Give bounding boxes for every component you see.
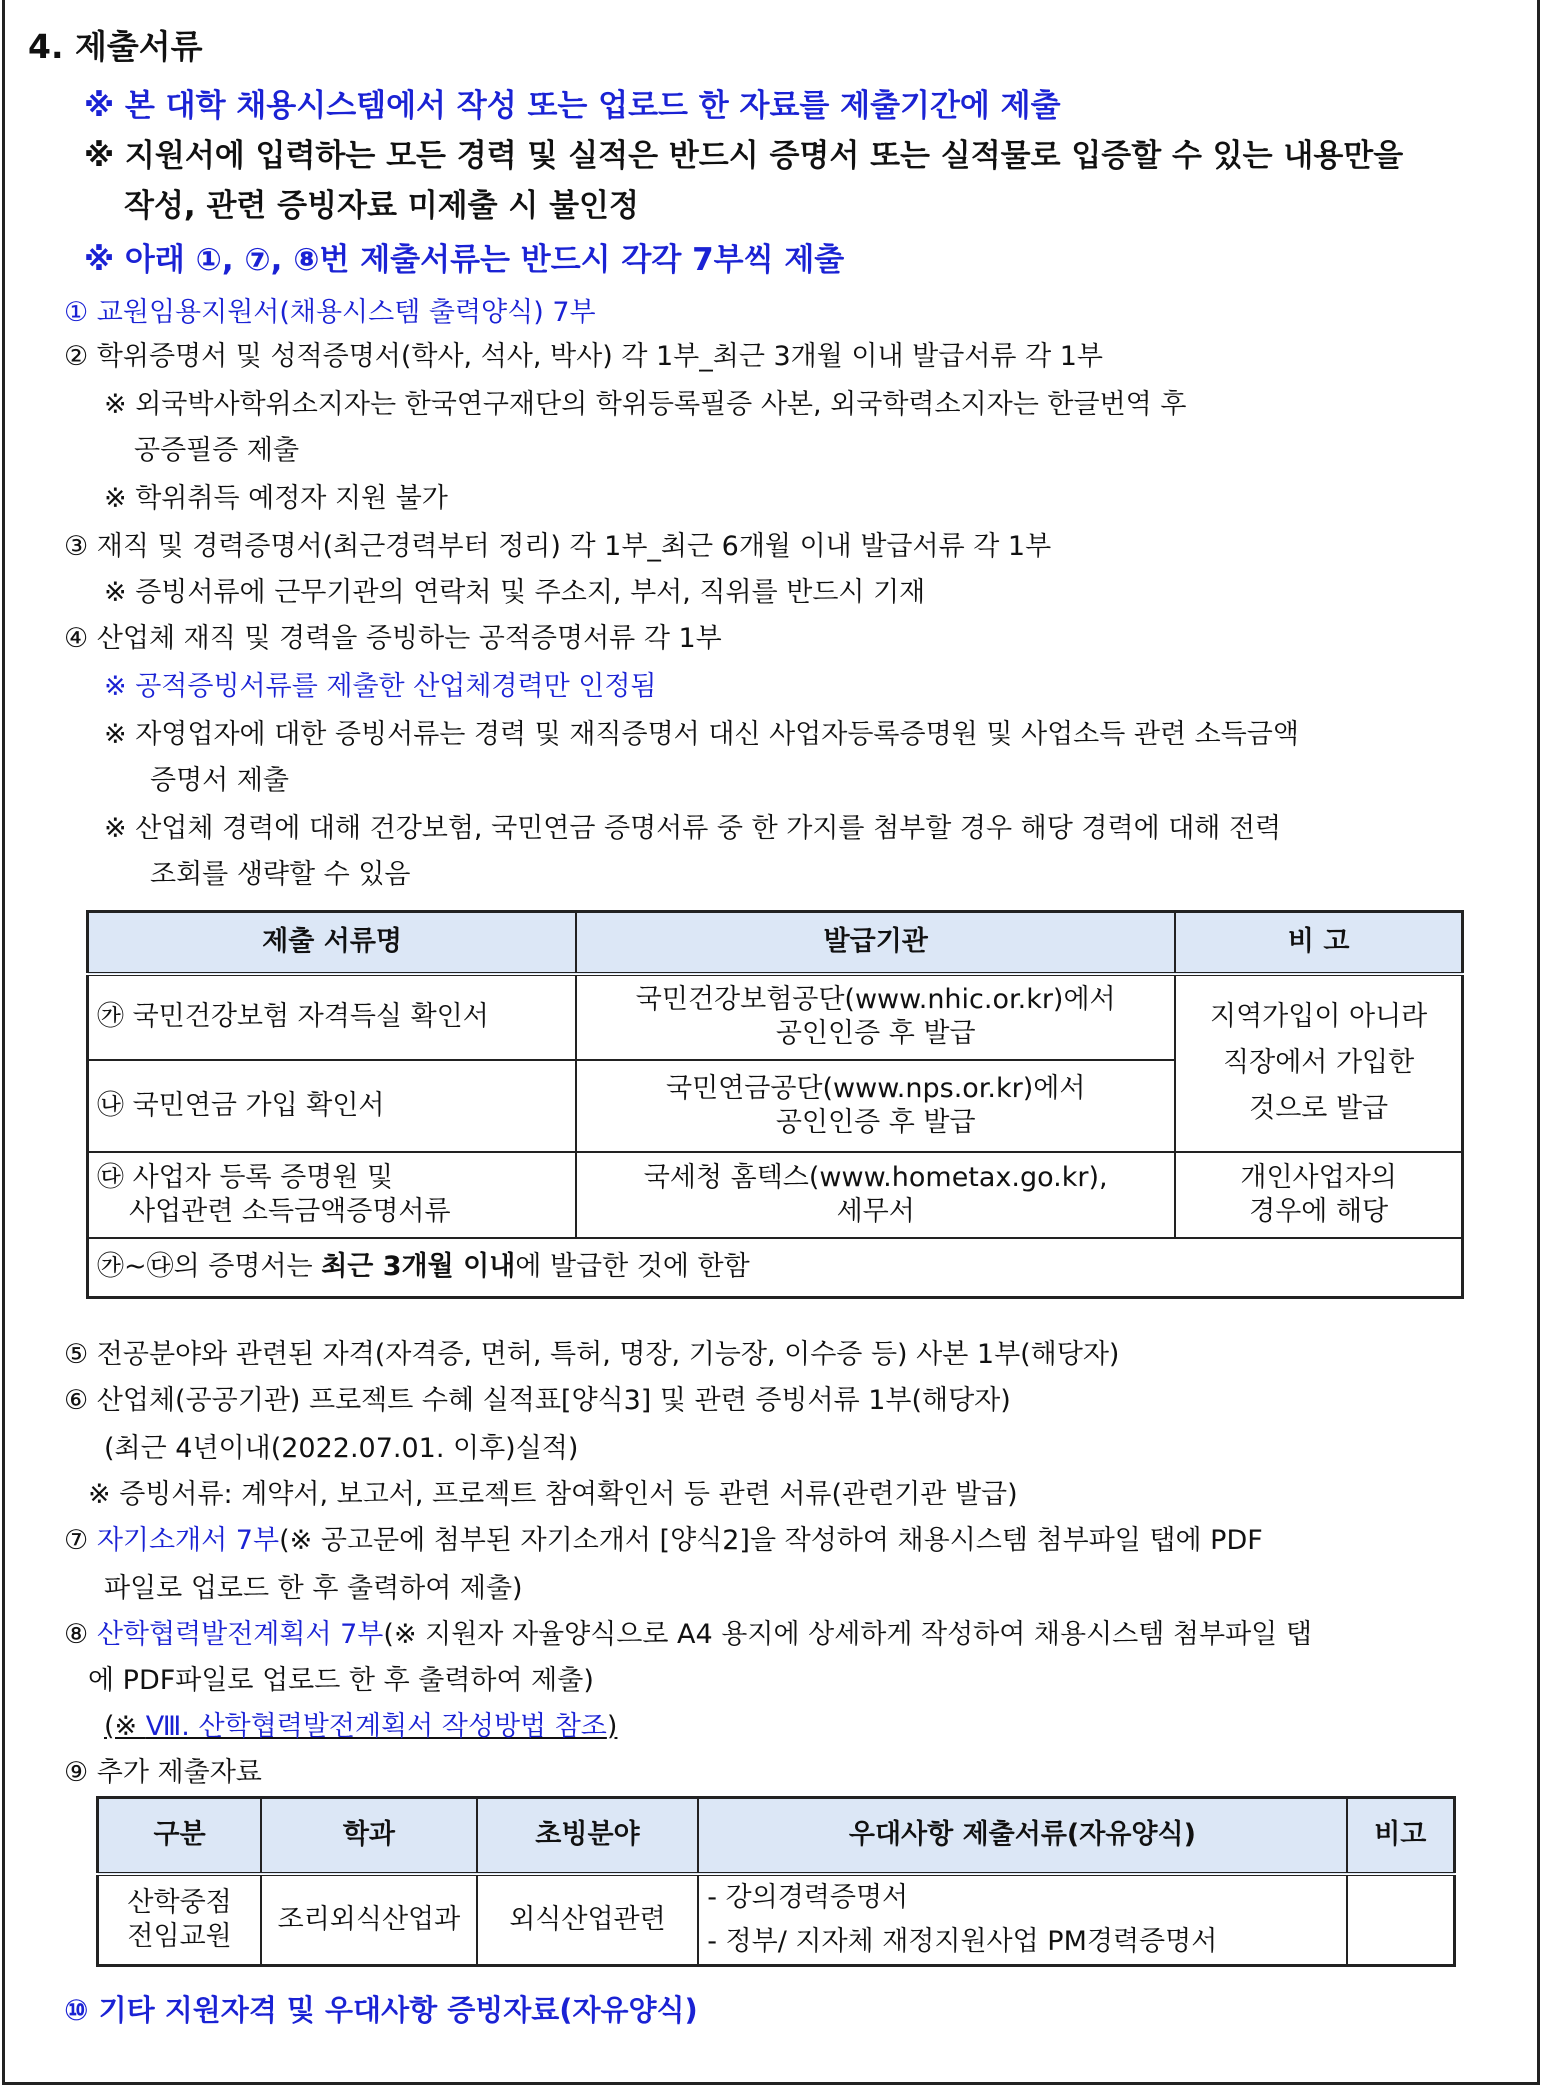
item-6: ⑥ 산업체(공공기관) 프로젝트 수혜 실적표[양식3] 및 관련 증빙서류 1부(해당자) <box>64 1385 1011 1416</box>
table2-header-docs: 우대사항 제출서류(자유양식) <box>698 1798 1346 1874</box>
item-10: ⑩ 기타 지원자격 및 우대사항 증빙자료(자유양식) <box>64 1993 698 2027</box>
table1-note-ab: 지역가입이 아니라 직장에서 가입한 것으로 발급 <box>1175 974 1462 1152</box>
item-4: ④ 산업체 재직 및 경력을 증빙하는 공적증명서류 각 1부 <box>64 623 722 654</box>
table1-issuer-pension: 국민연금공단(www.nps.or.kr)에서 공인인증 후 발급 <box>576 1060 1175 1152</box>
table2-docs: - 강의경력증명서 - 정부/ 지자체 재정지원사업 PM경력증명서 <box>698 1874 1346 1966</box>
additional-docs-table <box>96 1796 1456 1967</box>
item-2-note-1-cont: 공증필증 제출 <box>134 435 300 466</box>
industry-docs-table <box>86 910 1464 1299</box>
note-upload: ※ 본 대학 채용시스템에서 작성 또는 업로드 한 자료를 제출기간에 제출 <box>84 88 1061 124</box>
table2-type: 산학중점 전임교원 <box>98 1874 262 1966</box>
table2-header-note: 비고 <box>1347 1798 1455 1874</box>
item-6-note-1: ※ 증빙서류: 계약서, 보고서, 프로젝트 참여확인서 등 관련 서류(관련기관 발급) <box>88 1479 1018 1510</box>
item-3: ③ 재직 및 경력증명서(최근경력부터 정리) 각 1부_최근 6개월 이내 발급서류 각 1부 <box>64 531 1052 562</box>
item-4-note-2-cont: 증명서 제출 <box>150 765 289 796</box>
item-7-cont: 파일로 업로드 한 후 출력하여 제출) <box>104 1573 523 1604</box>
table1-header-doc: 제출 서류명 <box>88 912 577 974</box>
item-8-reference[interactable]: (※ Ⅷ. 산학협력발전계획서 작성방법 참조) <box>104 1711 618 1742</box>
item-4-note-2: ※ 자영업자에 대한 증빙서류는 경력 및 재직증명서 대신 사업자등록증명원 및 사업소득 관련 소득금액 <box>104 719 1299 750</box>
table1-note-c: 개인사업자의 경우에 해당 <box>1175 1152 1462 1238</box>
note-seven-copies: ※ 아래 ①, ⑦, ⑧번 제출서류는 반드시 각각 7부씩 제출 <box>84 242 845 278</box>
table1-doc-health: ㉮ 국민건강보험 자격득실 확인서 <box>88 974 577 1060</box>
item-4-note-1: ※ 공적증빙서류를 제출한 산업체경력만 인정됨 <box>104 671 657 702</box>
item-6-period: (최근 4년이내(2022.07.01. 이후)실적) <box>104 1433 579 1464</box>
item-9: ⑨ 추가 제출자료 <box>64 1757 262 1788</box>
table-row <box>88 1152 1463 1238</box>
item-7: ⑦ 자기소개서 7부(※ 공고문에 첨부된 자기소개서 [양식2]을 작성하여 채용시스템 첨부파일 탭에 PDF <box>64 1525 1263 1556</box>
table1-issuer-business: 국세청 홈텍스(www.hometax.go.kr), 세무서 <box>576 1152 1175 1238</box>
table1-doc-business: ㉰ 사업자 등록 증명원 및 사업관련 소득금액증명서류 <box>88 1152 577 1238</box>
table1-footer: ㉮~㉰의 증명서는 최근 3개월 이내에 발급한 것에 한함 <box>88 1238 1463 1298</box>
table2-field: 외식산업관련 <box>477 1874 699 1966</box>
item-2-note-2: ※ 학위취득 예정자 지원 불가 <box>104 483 448 514</box>
item-4-note-3-cont: 조회를 생략할 수 있음 <box>150 859 411 890</box>
table2-dept: 조리외식산업과 <box>261 1874 477 1966</box>
table2-header-field: 초빙분야 <box>477 1798 699 1874</box>
table1-header-note: 비 고 <box>1175 912 1462 974</box>
item-2-note-1: ※ 외국박사학위소지자는 한국연구재단의 학위등록필증 사본, 외국학력소지자는 한글번역 후 <box>104 389 1187 420</box>
table1-header-issuer: 발급기관 <box>576 912 1175 974</box>
item-8: ⑧ 산학협력발전계획서 7부(※ 지원자 자율양식으로 A4 용지에 상세하게 작성하여 채용시스템 첨부파일 탭 <box>64 1619 1312 1650</box>
item-5: ⑤ 전공분야와 관련된 자격(자격증, 면허, 특허, 명장, 기능장, 이수증 등) 사본 1부(해당자) <box>64 1339 1120 1370</box>
note-proof: ※ 지원서에 입력하는 모든 경력 및 실적은 반드시 증명서 또는 실적물로 입증할 수 있는 내용만을 <box>84 138 1404 174</box>
table2-header-type: 구분 <box>98 1798 262 1874</box>
table1-issuer-health: 국민건강보험공단(www.nhic.or.kr)에서 공인인증 후 발급 <box>576 974 1175 1060</box>
table-row <box>88 974 1463 1060</box>
item-8-cont: 에 PDF파일로 업로드 한 후 출력하여 제출) <box>88 1665 594 1696</box>
note-proof-cont: 작성, 관련 증빙자료 미제출 시 불인정 <box>124 188 639 224</box>
section-title: 4. 제출서류 <box>28 27 203 66</box>
table2-header-dept: 학과 <box>261 1798 477 1874</box>
table1-doc-pension: ㉯ 국민연금 가입 확인서 <box>88 1060 577 1152</box>
table-row <box>98 1874 1455 1966</box>
table2-note <box>1347 1874 1455 1966</box>
item-1: ① 교원임용지원서(채용시스템 출력양식) 7부 <box>64 297 596 328</box>
item-2: ② 학위증명서 및 성적증명서(학사, 석사, 박사) 각 1부_최근 3개월 이내 발급서류 각 1부 <box>64 341 1104 372</box>
item-3-note-1: ※ 증빙서류에 근무기관의 연락처 및 주소지, 부서, 직위를 반드시 기재 <box>104 577 926 608</box>
item-4-note-3: ※ 산업체 경력에 대해 건강보험, 국민연금 증명서류 중 한 가지를 첨부할 경우 해당 경력에 대해 전력 <box>104 813 1282 844</box>
